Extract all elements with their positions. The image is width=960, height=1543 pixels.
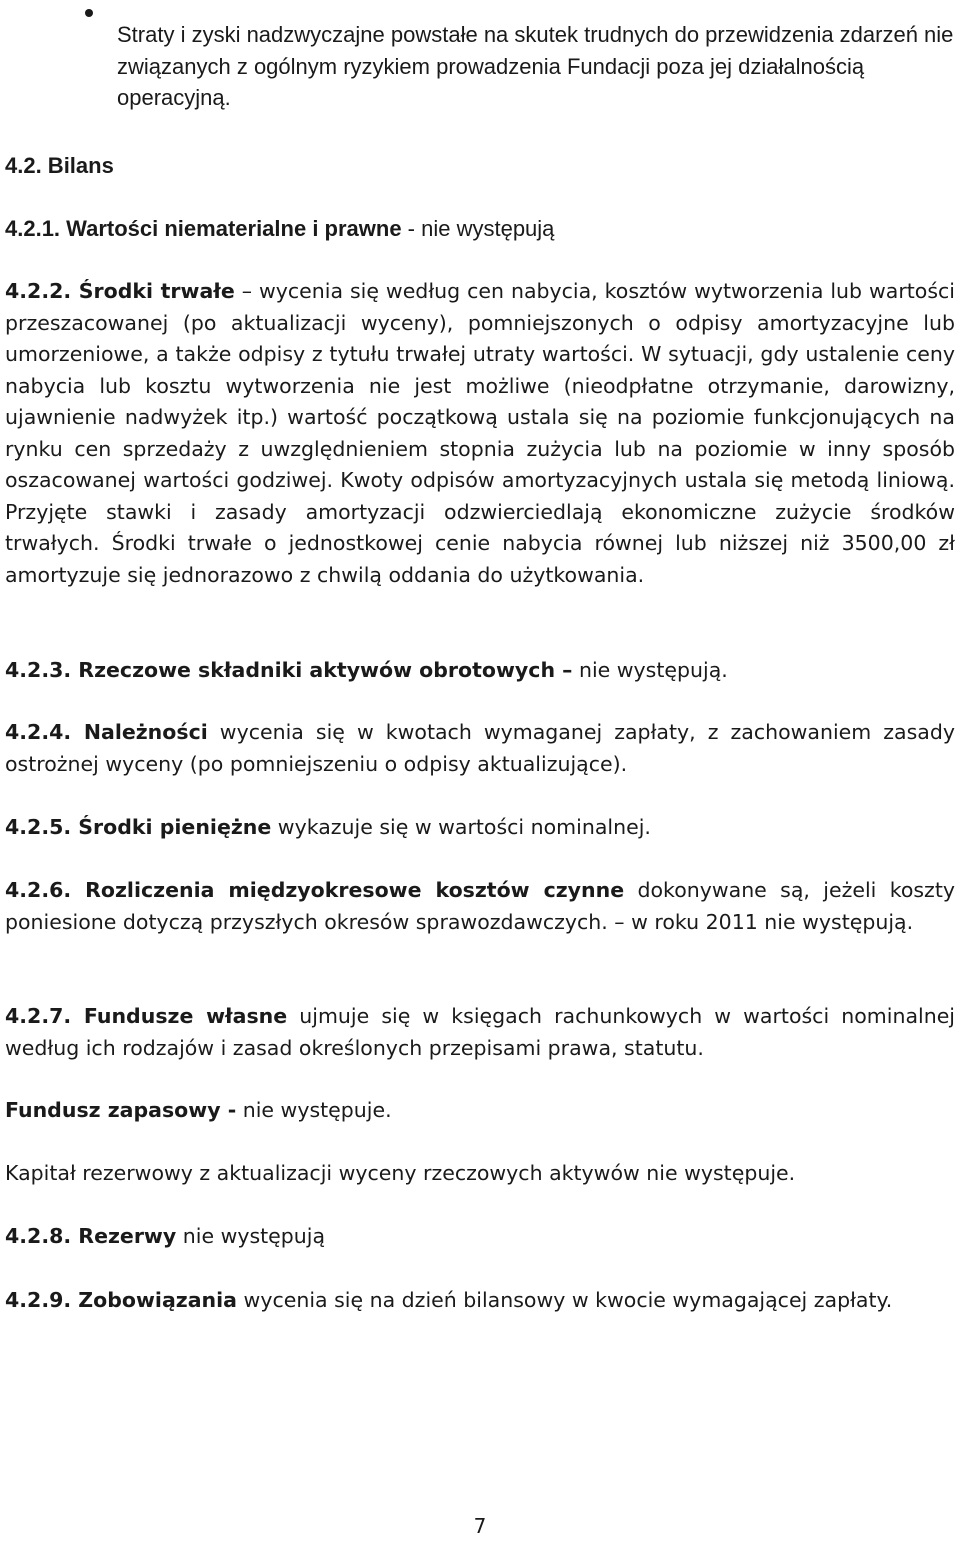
section-4-2-heading: 4.2. Bilans xyxy=(5,153,114,178)
fundusz-zapasowy-heading: Fundusz zapasowy - xyxy=(5,1098,237,1122)
section-4-2-2-text: – wycenia się według cen nabycia, kosztów wytworzenia lub wartości przeszacowanej (po aktualizacji wyceny), pomniejszonych o odpisy amortyzacyjne lub umorzeniowe, a także odpisy z tytułu trwałej utraty wartości. W sytuacji, gdy ustalenie ceny nabycia lub kosztu wytworzenia nie jest możliwe (nieodpłatne otrzymanie, darowizny, ujawnienie nadwyżek itp.) wartość początkową ustala się na poziomie funkcjonujących na rynku cen sprzedaży z uwzględnieniem stopnia zużycia lub na poziomie w inny sposób oszacowanej wartości godziwej. Kwoty odpisów amortyzacyjnych ustala się metodą liniową. Przyjęte stawki i zasady amortyzacji odzwierciedlają ekonomiczne zużycie środków trwałych. Środki trwałe o jednostkowej cenie nabycia równej lub niższej niż 3500,00 zł amortyzuje się jednorazowo z chwilą oddania do użytkowania. xyxy=(5,279,955,587)
section-4-2-7 xyxy=(5,1001,955,1064)
section-4-2-6 xyxy=(5,875,955,938)
section-4-2-9-text: wycenia się na dzień bilansowy w kwocie wymagającej zapłaty. xyxy=(237,1288,893,1312)
section-4-2 xyxy=(5,150,955,182)
section-4-2-5 xyxy=(5,812,955,844)
section-4-2-5-heading: 4.2.5. Środki pieniężne xyxy=(5,815,272,839)
section-4-2-1-text: - nie występują xyxy=(401,216,555,241)
section-4-2-8-text: nie występują xyxy=(176,1224,326,1248)
section-4-2-3-text: nie występują. xyxy=(572,658,728,682)
section-4-2-9 xyxy=(5,1285,955,1317)
section-4-2-7-heading: 4.2.7. Fundusze własne xyxy=(5,1004,288,1028)
section-4-2-2-heading: 4.2.2. Środki trwałe xyxy=(5,279,235,303)
section-4-2-8 xyxy=(5,1221,955,1253)
kapital-rezerwowy xyxy=(5,1158,955,1190)
fundusz-zapasowy-text: nie występuje. xyxy=(236,1098,392,1122)
bullet-text: Straty i zyski nadzwyczajne powstałe na skutek trudnych do przewidzenia zdarzeń nie związanych z ogólnym ryzykiem prowadzenia Fundacji poza jej działalnością operacyjną. xyxy=(117,22,954,110)
section-4-2-4-text: wycenia się w kwotach wymaganej zapłaty, z zachowaniem zasady ostrożnej wyceny (po pomniejszeniu o odpisy aktualizujące). xyxy=(5,720,956,776)
section-4-2-1-heading: 4.2.1. Wartości niematerialne i prawne xyxy=(5,216,402,241)
kapital-rezerwowy-text: Kapitał rezerwowy z aktualizacji wyceny rzeczowych aktywów nie występuje. xyxy=(5,1161,796,1185)
section-4-2-3-heading: 4.2.3. Rzeczowe składniki aktywów obrotowych – xyxy=(5,658,573,682)
fundusz-zapasowy xyxy=(5,1095,955,1127)
section-4-2-1 xyxy=(5,213,955,245)
section-4-2-6-heading: 4.2.6. Rozliczenia międzyokresowe kosztów czynne xyxy=(5,878,625,902)
section-4-2-8-heading: 4.2.8. Rezerwy xyxy=(5,1224,177,1248)
page-number: 7 xyxy=(473,1514,487,1538)
section-4-2-4-heading: 4.2.4. Należności xyxy=(5,720,208,744)
section-4-2-7-text: ujmuje się w księgach rachunkowych w wartości nominalnej według ich rodzajów i zasad określonych przepisami prawa, statutu. xyxy=(5,1004,955,1060)
section-4-2-9-heading: 4.2.9. Zobowiązania xyxy=(5,1288,238,1312)
section-4-2-4 xyxy=(5,717,955,780)
section-4-2-6-text: dokonywane są, jeżeli koszty poniesione dotyczą przyszłych okresów sprawozdawczych. – w roku 2011 nie występują. xyxy=(5,878,955,934)
section-4-2-5-text: wykazuje się w wartości nominalnej. xyxy=(271,815,651,839)
bullet-dot-icon xyxy=(85,9,93,17)
section-4-2-2 xyxy=(5,276,955,591)
section-4-2-3 xyxy=(5,655,955,687)
